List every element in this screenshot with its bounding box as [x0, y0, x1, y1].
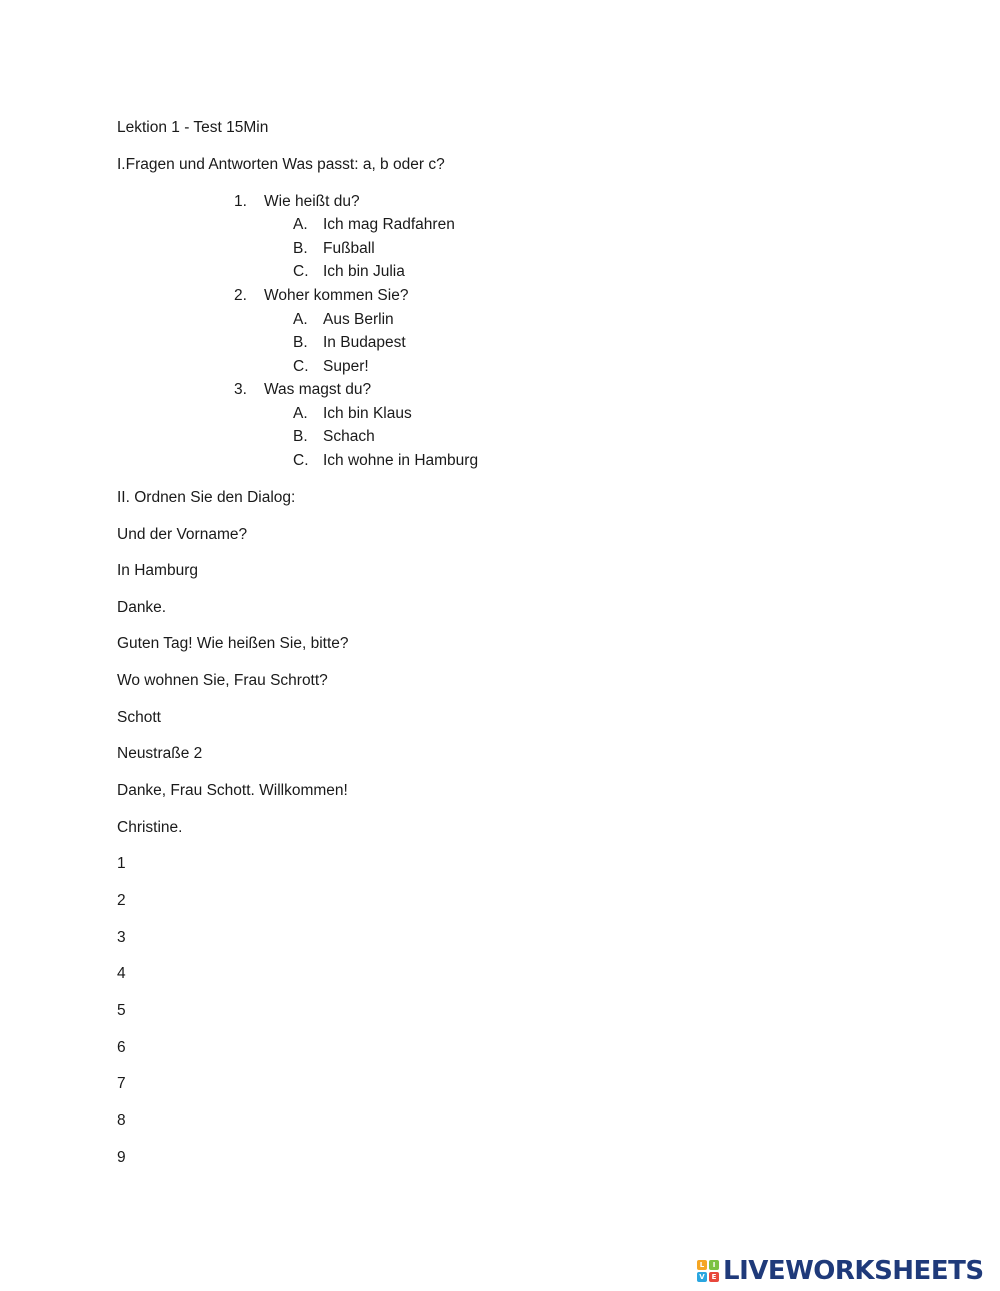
- question-item: [234, 286, 408, 306]
- answer-letter: A.: [293, 405, 308, 422]
- dialog-line: In Hamburg: [117, 562, 198, 579]
- dialog-line: Danke.: [117, 599, 167, 616]
- answer-text: Ich mag Radfahren: [323, 216, 455, 233]
- dialog-line: Schott: [117, 709, 161, 726]
- question-text: Wie heißt du?: [264, 193, 360, 210]
- answer-text: Super!: [323, 358, 369, 375]
- answer-text: Ich bin Julia: [323, 263, 405, 280]
- dialog-line: Christine.: [117, 819, 183, 836]
- answer-option: [293, 357, 369, 377]
- answer-letter: C.: [293, 263, 309, 280]
- answer-text: Fußball: [323, 240, 375, 257]
- order-number: 5: [117, 1002, 126, 1019]
- order-number: 4: [117, 965, 126, 982]
- question-item: [234, 380, 371, 400]
- page-title: Lektion 1 - Test 15Min: [117, 119, 269, 136]
- answer-text: In Budapest: [323, 334, 406, 351]
- order-number: 2: [117, 892, 126, 909]
- question-number: 2.: [234, 287, 247, 304]
- answer-option: [293, 451, 478, 471]
- order-number: 3: [117, 929, 126, 946]
- logo-blocks-icon: [697, 1260, 719, 1282]
- answer-letter: B.: [293, 428, 308, 445]
- question-text: Was magst du?: [264, 381, 372, 398]
- answer-option: [293, 215, 455, 235]
- order-number: 1: [117, 855, 126, 872]
- answer-text: Ich bin Klaus: [323, 405, 412, 422]
- answer-text: Aus Berlin: [323, 311, 394, 328]
- question-number: 3.: [234, 381, 247, 398]
- answer-option: [293, 404, 412, 424]
- order-number: 6: [117, 1039, 126, 1056]
- answer-option: [293, 239, 375, 259]
- dialog-line: Danke, Frau Schott. Willkommen!: [117, 782, 348, 799]
- order-number: 9: [117, 1149, 126, 1166]
- answer-letter: A.: [293, 311, 308, 328]
- dialog-line: Neustraße 2: [117, 745, 203, 762]
- logo-block: L: [697, 1260, 707, 1270]
- question-text: Woher kommen Sie?: [264, 287, 409, 304]
- answer-letter: B.: [293, 240, 308, 257]
- logo-block: E: [709, 1272, 719, 1282]
- logo-text: LIVEWORKSHEETS: [723, 1256, 984, 1286]
- dialog-line: Wo wohnen Sie, Frau Schrott?: [117, 672, 328, 689]
- logo-block: I: [709, 1260, 719, 1270]
- logo-block: V: [697, 1272, 707, 1282]
- answer-letter: B.: [293, 334, 308, 351]
- order-number: 8: [117, 1112, 126, 1129]
- answer-option: [293, 333, 406, 353]
- question-number: 1.: [234, 193, 247, 210]
- answer-text: Ich wohne in Hamburg: [323, 452, 479, 469]
- liveworksheets-logo: [697, 1256, 984, 1286]
- answer-option: [293, 310, 394, 330]
- answer-option: [293, 427, 375, 447]
- answer-letter: A.: [293, 216, 308, 233]
- answer-letter: C.: [293, 358, 309, 375]
- dialog-line: Guten Tag! Wie heißen Sie, bitte?: [117, 635, 349, 652]
- section1-heading: I.Fragen und Antworten Was passt: a, b oder c?: [117, 156, 445, 173]
- order-number: 7: [117, 1075, 126, 1092]
- section2-heading: II. Ordnen Sie den Dialog:: [117, 489, 296, 506]
- answer-letter: C.: [293, 452, 309, 469]
- question-item: [234, 192, 360, 212]
- answer-text: Schach: [323, 428, 375, 445]
- dialog-line: Und der Vorname?: [117, 526, 248, 543]
- answer-option: [293, 262, 405, 282]
